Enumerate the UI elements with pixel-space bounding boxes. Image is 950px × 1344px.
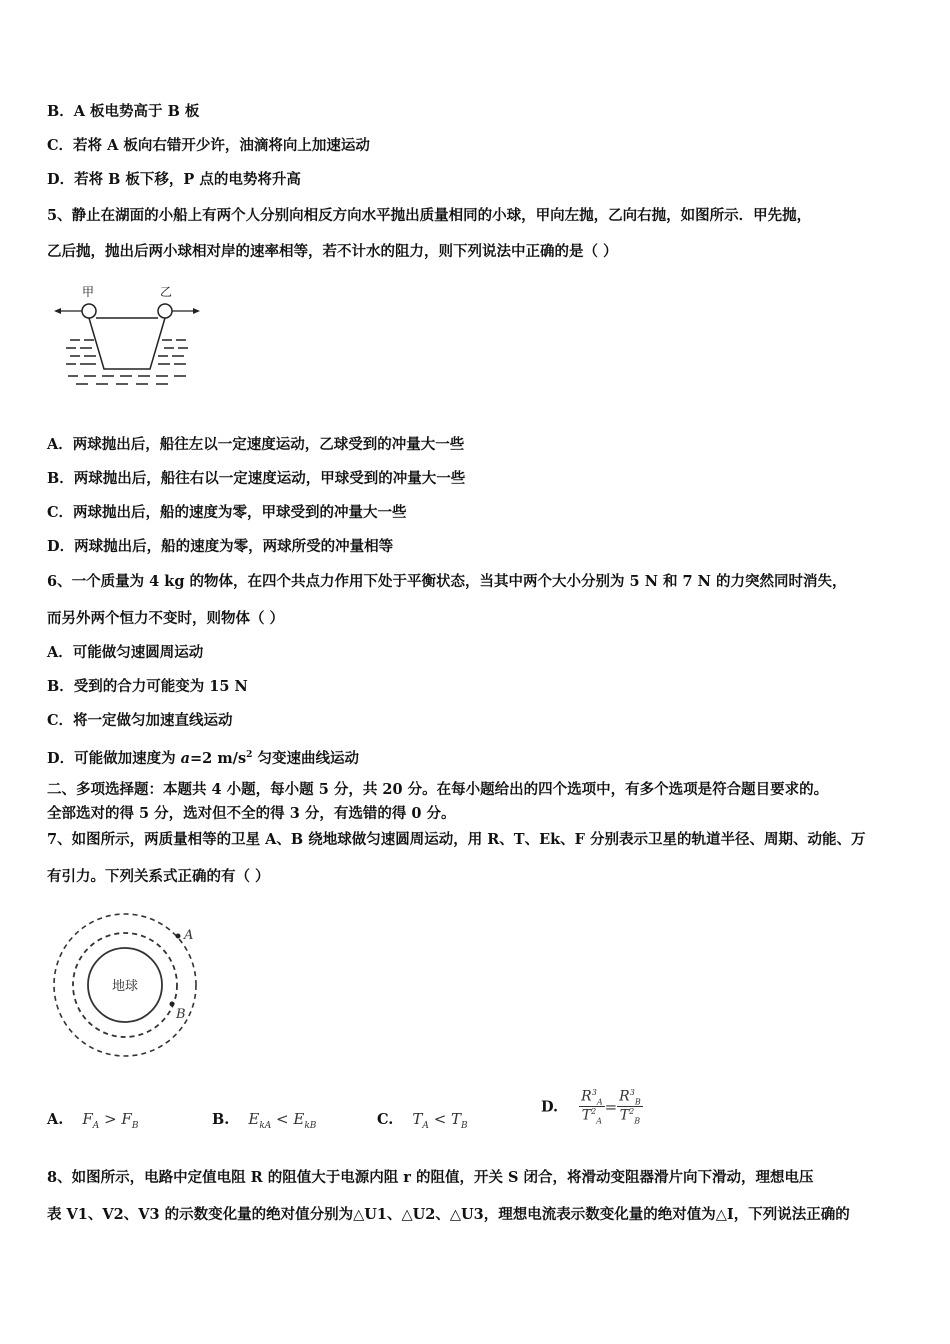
q4-option-d: D．若将 B 板下移，P 点的电势将升高 xyxy=(47,171,301,188)
q5-stem-line2: 乙后抛，抛出后两小球相对岸的速率相等，若不计水的阻力，则下列说法中正确的是（ ） xyxy=(47,243,618,260)
q8-stem-line2: 表 V1、V2、V3 的示数变化量的绝对值分别为△U1、△U2、△U3，理想电流表示数变化量的绝对值为△I，下列说法正确的 xyxy=(47,1206,850,1223)
q5-figure-label-yi: 乙 xyxy=(160,285,173,299)
q6-option-b: B．受到的合力可能变为 15 N xyxy=(47,678,248,695)
q7-stem-line1: 7、如图所示，两质量相等的卫星 A、B 绕地球做匀速圆周运动，用 R、T、Ek、F 分别表示卫星的轨道半径、周期、动能、万 xyxy=(47,831,866,848)
q7-satellite-b-label: B xyxy=(176,1007,186,1022)
q4-option-c: C．若将 A 板向右错开少许，油滴将向上加速运动 xyxy=(47,137,370,154)
q7-stem-line2: 有引力。下列关系式正确的有（ ） xyxy=(47,868,270,885)
q7-option-c: C. $T_A < T_B$ xyxy=(377,1110,468,1131)
q4-option-b: B．A 板电势高于 B 板 xyxy=(47,103,200,120)
q8-stem-line1: 8、如图所示，电路中定值电阻 R 的阻值大于电源内阻 r 的阻值，开关 S 闭合，将滑动变阻器滑片向下滑动，理想电压 xyxy=(47,1169,814,1186)
q5-boat-figure xyxy=(52,282,202,392)
section2-heading-line1: 二、多项选择题：本题共 4 小题，每小题 5 分，共 20 分。在每小题给出的四个选项中，有多个选项是符合题目要求的。 xyxy=(47,781,829,798)
q5-stem-line1: 5、静止在湖面的小船上有两个人分别向相反方向水平抛出质量相同的小球，甲向左抛，乙向右抛，如图所示．甲先抛， xyxy=(47,207,812,224)
q7-orbit-figure xyxy=(50,908,210,1058)
q5-option-b: B．两球抛出后，船往右以一定速度运动，甲球受到的冲量大一些 xyxy=(47,470,466,487)
q7-satellite-a-label: A xyxy=(184,928,194,943)
q6-option-c: C．将一定做匀加速直线运动 xyxy=(47,712,233,729)
q6-stem-line2: 而另外两个恒力不变时，则物体（ ） xyxy=(47,610,285,627)
section2-heading-line2: 全部选对的得 5 分，选对但不全的得 3 分，有选错的得 0 分。 xyxy=(47,805,456,822)
q7-option-d: D. $\frac{R^3_A}{T^2_A}$ = $\frac{R^3_B}{T^2_B}$ xyxy=(541,1088,641,1126)
q5-option-c: C．两球抛出后，船的速度为零，甲球受到的冲量大一些 xyxy=(47,504,407,521)
q7-option-b: B. $E_{kA} < E_{kB}$ xyxy=(212,1110,317,1131)
q6-option-a: A．可能做匀速圆周运动 xyxy=(47,644,204,661)
q7-option-a: A. $F_A > F_B$ xyxy=(47,1110,139,1131)
q6-option-d: D．可能做加速度为 a=2 $m/s^2$ 匀变速曲线运动 xyxy=(47,749,359,767)
q5-option-a: A．两球抛出后，船往左以一定速度运动，乙球受到的冲量大一些 xyxy=(47,436,465,453)
q5-figure-label-jia: 甲 xyxy=(82,285,95,299)
q6-stem-line1: 6、一个质量为 4 kg 的物体，在四个共点力作用下处于平衡状态，当其中两个大小分别为 5 N 和 7 N 的力突然同时消失， xyxy=(47,573,847,590)
q5-option-d: D．两球抛出后，船的速度为零，两球所受的冲量相等 xyxy=(47,538,394,555)
q7-earth-label: 地球 xyxy=(111,979,139,994)
